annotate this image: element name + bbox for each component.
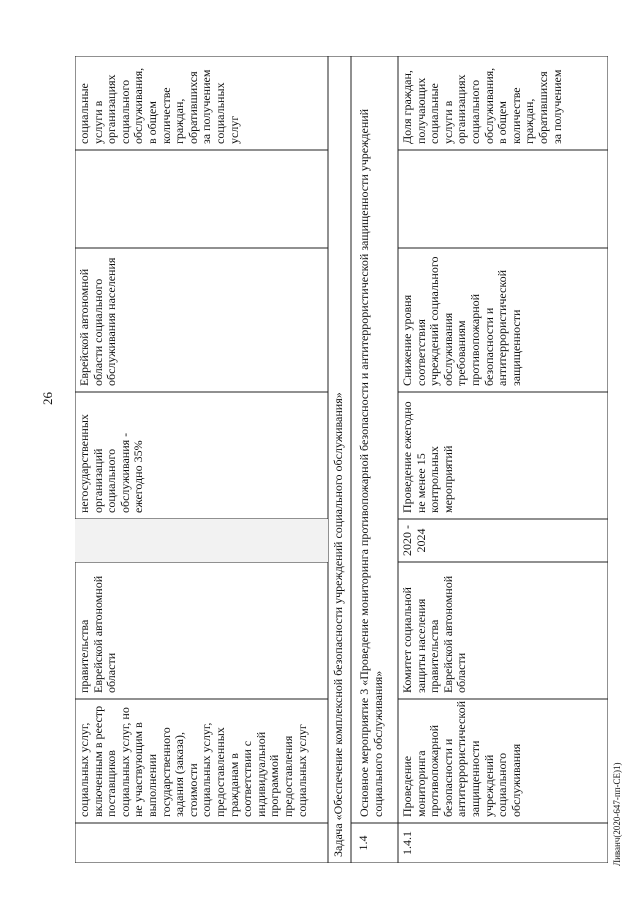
row-141-measure-name: Проведение мониторинга противопожарной безопасности и антитеррористической защищенности учреждений социального обслуживания: [400, 700, 523, 817]
top-row-executor: правительства Еврейской автономной области: [77, 575, 119, 693]
task-row: Задача «Обеспечение комплексной безопасности учреждений социального обслуживания»: [331, 392, 345, 857]
row-141-consequence: Снижение уровня соответствия учреждений социального обслуживания требованиям противопожарной безопасности и антитеррористической защищенности: [400, 256, 523, 386]
main-event-text: Основное мероприятие 3 «Проведение мониторинга противопожарной безопасности и антитеррористической защищенности учреждений социального обслуживания»: [357, 108, 385, 817]
rotated-table-sheet: [75, 56, 608, 863]
top-row-number-cell: [75, 823, 328, 863]
row-141-other: [398, 150, 608, 248]
main-event-number: 1.4: [356, 835, 370, 851]
page-number: 26: [40, 392, 55, 405]
row-141-executor: Комитет социальной защиты населения правительства Еврейской автономной области: [400, 575, 469, 693]
top-row-other: [75, 150, 328, 248]
row-141-indicator: Доля граждан, получающих социальные услуги в организациях социального обслуживания, в общем количестве граждан, обратившихся за получением: [400, 67, 564, 144]
document-footer-code: Ливанч(2020-647-пп-СЕ)1): [612, 762, 622, 866]
top-row-consequence: Еврейской автономной области социального обслуживания населения: [77, 257, 119, 386]
row-141-target-value: Проведение ежегодно не менее 15 контрольных мероприятий: [400, 401, 455, 513]
top-row-indicator: социальные услуги в организациях социального обслуживания, в общем количестве граждан, обратившихся за получением социальных услуг: [77, 67, 241, 144]
row-141-number: 1.4.1: [400, 831, 414, 855]
top-row-measure-name: социальных услуг, включенным в реестр поставщиков социальных услуг, но не участвующим в выполнении государственного задания (заказа), стоимости социальных услуг, предоставленных гражданам в соответствии с индивидуальной программой предоставления социальных услуг: [77, 705, 309, 817]
row-141-period: 2020 - 2024: [400, 525, 428, 556]
top-row-target-value: негосударственных организаций социального обслуживания - ежегодно 35%: [77, 414, 146, 513]
top-row-period: [75, 519, 328, 562]
